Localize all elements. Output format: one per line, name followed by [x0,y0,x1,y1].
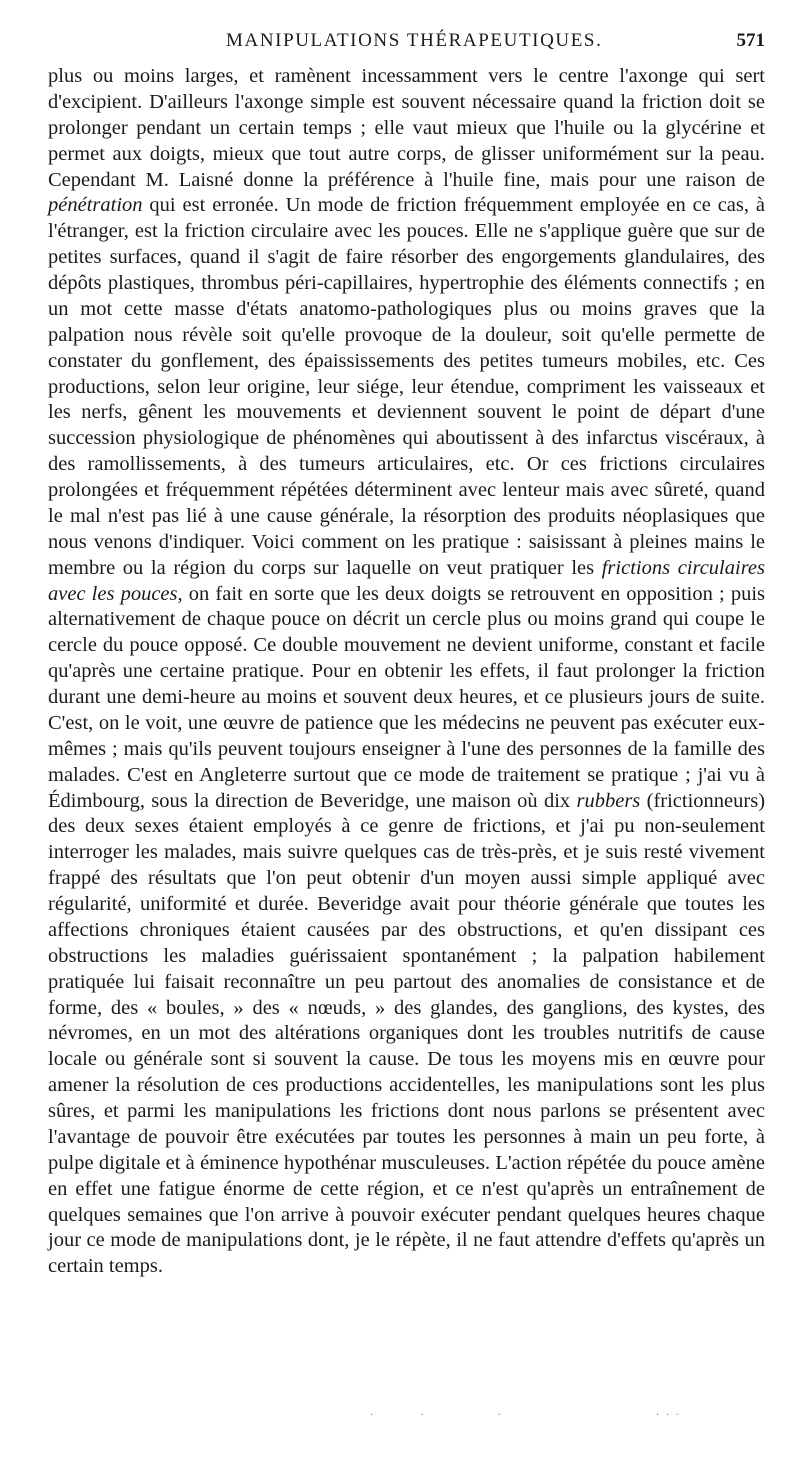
page-header [48,30,765,58]
emphasis-penetration: pénétration [48,194,143,217]
text-run-3: on fait en sorte que les deux doigts se retrouvent en opposition ; puis alternativement de chaque pouce on décrit un cercle plus ou moins grand qui coupe le cercle du pouce opposé. Ce double mouvement ne devient uniforme, constant et facile qu'après une certaine pratique. Pour en obtenir les effets, il faut prolonger la friction durant une demi-heure au moins et souvent deux heures, et ce plusieurs jours de suite. C'est, on le voit, une œuvre de patience que les médecins ne peuvent pas exécuter eux-mêmes ; mais qu'ils peuvent toujours enseigner à l'une des personnes de la famille des malades. C'est en Angleterre surtout que ce mode de traitement se pratique ; j'ai vu à Édimbourg, sous la direction de Beveridge, une maison où dix [48,582,765,812]
emphasis-frictions-circulaires: frictions circulaires avec les pouces, [48,556,765,605]
emphasis-rubbers: rubbers [576,789,641,812]
page-number: 571 [736,30,765,51]
text-run-1: plus ou moins larges, et ramènent incessamment vers le centre l'axonge qui sert d'excipient. D'ailleurs l'axonge simple est souvent nécessaire quand la friction doit se prolonger pendant un certain temps ; elle vaut mieux que l'huile ou la glycérine et permet aux doigts, mieux que tout autre corps, de glisser uniformément sur la peau. Cependant M. Laisné donne la préférence à l'huile fine, mais pour une raison de [48,65,765,191]
text-run-2: qui est erronée. Un mode de friction fréquemment employée en ce cas, à l'étranger, est la friction circulaire avec les pouces. Elle ne s'applique guère que sur de petites surfaces, quand il s'agit de faire résorber des engorgements glandulaires, des dépôts plastiques, thrombus péri-capillaires, hypertrophie des éléments connectifs ; en un mot cette masse d'états anatomo-pathologiques plus ou moins graves que la palpation nous révèle soit qu'elle provoque de la douleur, soit qu'elle permette de constater du gonflement, des épaississements des petites tumeurs mobiles, etc. Ces productions, selon leur origine, leur siége, leur étendue, compriment les vaisseaux et les nerfs, gênent les mouvements et deviennent souvent le point de départ d'une succession physiologique de phénomènes qui aboutissent à des infarctus viscéraux, à des ramollissements, à des tumeurs articulaires, etc. Or ces frictions circulaires prolongées et fréquemment répétées déterminent avec lenteur mais avec sûreté, quand le mal n'est pas lié à une cause générale, la résorption des produits néoplasiques que nous venons d'indiquer. Voici comment on les pratique : saisissant à pleines mains le membre ou la région du corps sur laquelle on veut pratiquer les [48,194,766,579]
text-run-4: (frictionneurs) des deux sexes étaient employés à ce genre de frictions, et j'ai pu non-seulement interroger les malades, mais suivre quelques cas de très-près, et je suis resté vivement frappé des résultats que l'on peut obtenir d'un moyen aussi simple appliqué avec régularité, uniformité et durée. Beveridge avait pour théorie générale que toutes les affections chroniques étaient causées par des obstructions, et qu'en dissipant ces obstructions les maladies guérissaient spontanément ; la palpation habilement pratiquée lui faisait reconnaître un peu partout des anomalies de consistance et de forme, des « boules, » des « nœuds, » des glandes, des ganglions, des kystes, des névromes, en un mot des altérations organiques dont les troubles nutritifs de cause locale ou générale sont si souvent la cause. De tous les moyens mis en œuvre pour amener la résolution de ces productions accidentelles, les manipulations sont les plus sûres, et parmi les manipulations les frictions dont nous parlons se présentent avec l'avantage de pouvoir être exécutées par toutes les personnes à main un peu forte, à pulpe digitale et à éminence hypothénar musculeuses. L'action répétée du pouce amène en effet une fatigue énorme de cette région, et ce n'est qu'après un entraînement de quelques semaines que l'on arrive à pouvoir exécuter pendant quelques heures chaque jour ce mode de manipulations dont, je le répète, il ne faut attendre d'effets qu'après un certain temps. [48,789,766,1278]
body-paragraph [48,64,765,1280]
running-title: MANIPULATIONS THÉRAPEUTIQUES. [226,30,603,51]
print-specks: · · · · · · [370,1410,681,1421]
